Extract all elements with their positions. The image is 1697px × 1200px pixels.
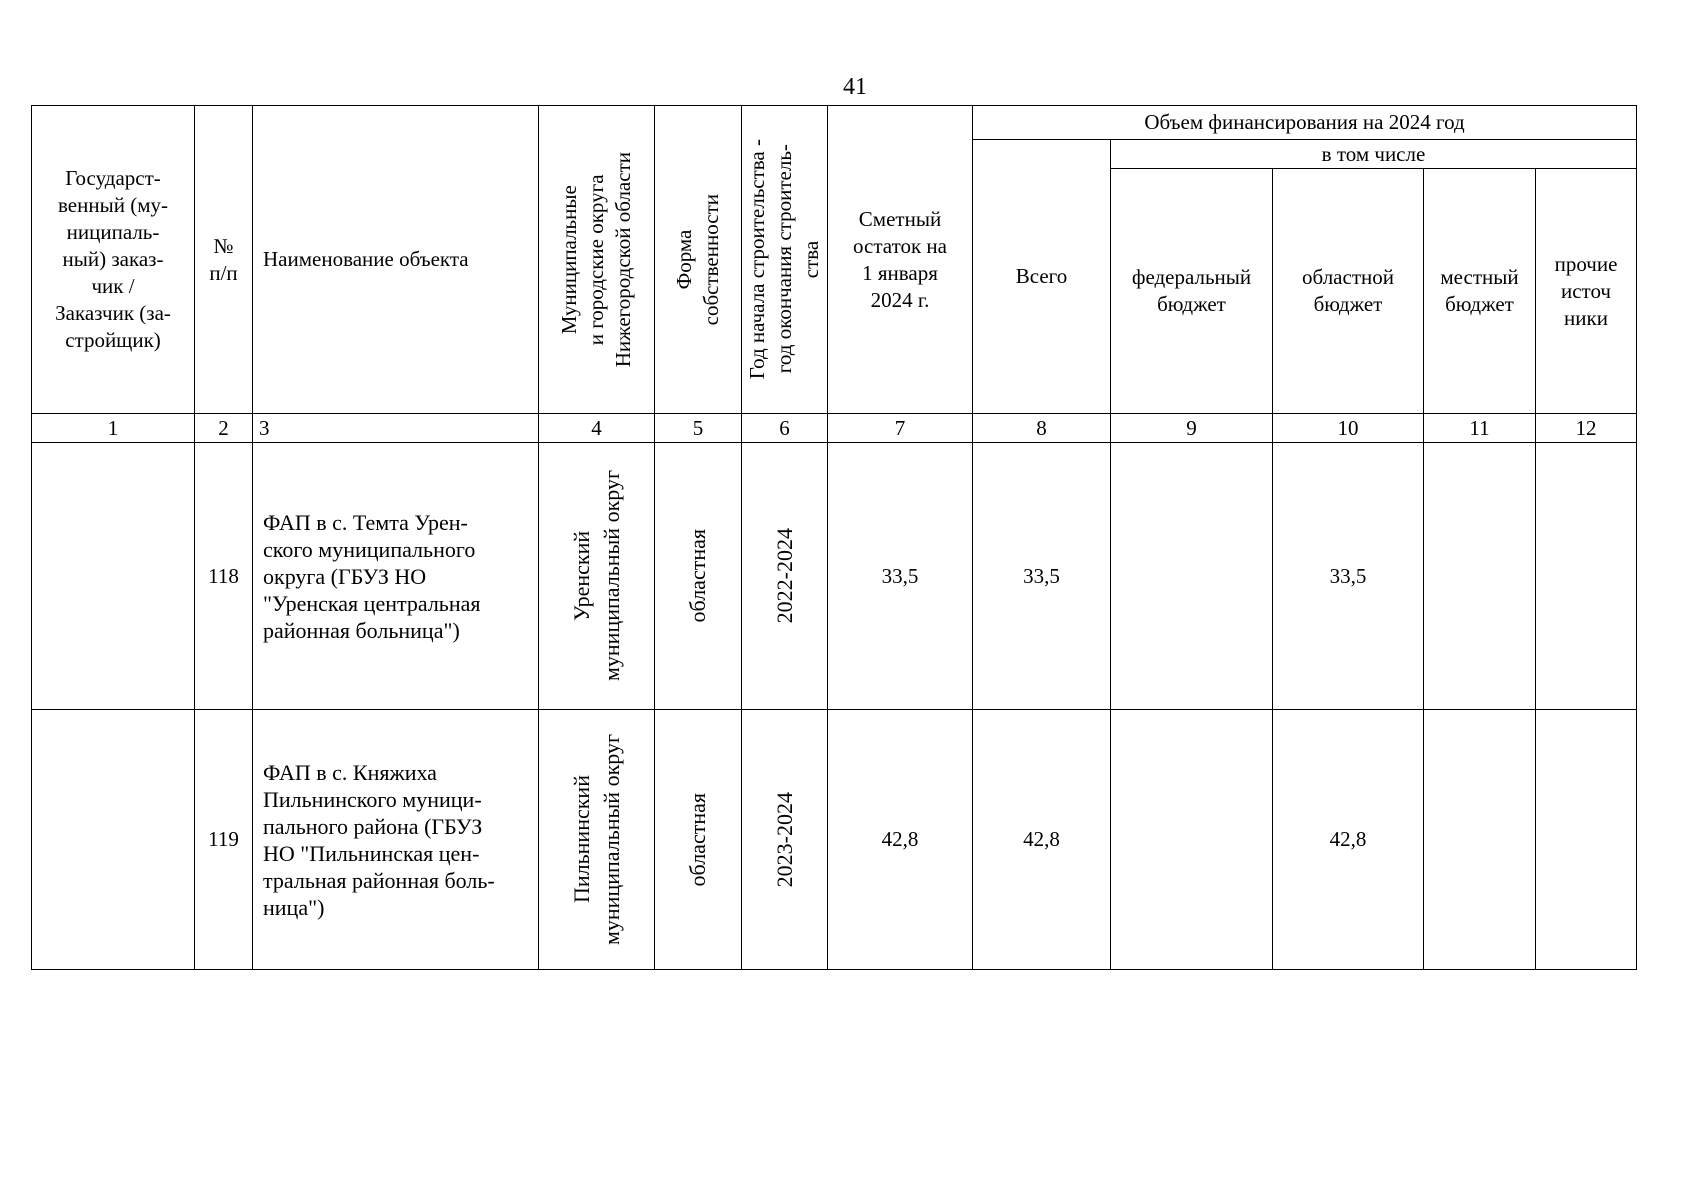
row-object-name-text: ФАП в с. Темта Урен- ского муниципального округа (ГБУЗ НО "Уренская центральная районная больница"): [263, 509, 481, 643]
row-federal: [1111, 443, 1273, 710]
row-ownership-text: областная: [685, 529, 710, 623]
header-customer: Государст- венный (му- ниципаль- ный) заказ- чик / Заказчик (за- стройщик): [32, 106, 195, 414]
row-municipal: [539, 710, 655, 970]
row-number: 118: [195, 443, 253, 710]
row-regional: 42,8: [1273, 710, 1424, 970]
row-customer: [32, 710, 195, 970]
table-row: [32, 710, 1637, 970]
header-ownership-text: Форма собственности: [672, 193, 723, 326]
header-municipal: [539, 106, 655, 414]
column-number: 6: [742, 414, 828, 443]
header-including: в том числе: [1111, 140, 1637, 169]
column-number: 3: [253, 414, 539, 443]
header-years: [742, 106, 828, 414]
header-municipal-text: Муниципальные и городские округа Нижегородской области: [557, 151, 635, 368]
row-years-text: 2022-2024: [771, 528, 797, 624]
row-federal: [1111, 710, 1273, 970]
column-numbers-row: [32, 414, 1637, 443]
header-local: местный бюджет: [1424, 169, 1536, 414]
column-number: 5: [655, 414, 742, 443]
row-object-name-text: ФАП в с. Княжиха Пильнинского муници- пального района (ГБУЗ НО "Пильнинская цен- тральная районная боль- ница"): [263, 759, 495, 920]
row-estimate: 33,5: [828, 443, 973, 710]
row-years: [742, 710, 828, 970]
row-years-text: 2023-2024: [771, 791, 797, 888]
row-estimate: 42,8: [828, 710, 973, 970]
row-years: [742, 443, 828, 710]
row-total: 33,5: [973, 443, 1111, 710]
header-estimate: Сметный остаток на 1 января 2024 г.: [828, 106, 973, 414]
page-number: 41: [843, 74, 867, 100]
row-local: [1424, 710, 1536, 970]
column-number: 10: [1273, 414, 1424, 443]
header-number: № п/п: [195, 106, 253, 414]
row-other: [1536, 710, 1637, 970]
header-other: прочие источ ники: [1536, 169, 1637, 414]
column-number: 9: [1111, 414, 1273, 443]
table-row: [32, 443, 1637, 710]
row-municipal-text: Пильнинский муниципальный округ: [568, 733, 624, 945]
row-ownership: [655, 443, 742, 710]
row-number: 119: [195, 710, 253, 970]
row-regional: 33,5: [1273, 443, 1424, 710]
row-municipal-text: Уренский муниципальный округ: [568, 470, 624, 682]
column-number: 1: [32, 414, 195, 443]
column-number: 8: [973, 414, 1111, 443]
row-ownership-text: областная: [685, 792, 710, 887]
column-number: 12: [1536, 414, 1637, 443]
row-customer: [32, 443, 195, 710]
row-local: [1424, 443, 1536, 710]
row-object-name: [253, 710, 539, 970]
row-other: [1536, 443, 1637, 710]
row-object-name: [253, 443, 539, 710]
header-total: Всего: [973, 140, 1111, 414]
row-total: 42,8: [973, 710, 1111, 970]
header-ownership: [655, 106, 742, 414]
header-financing: Объем финансирования на 2024 год: [973, 106, 1637, 140]
header-object-name: Наименование объекта: [253, 106, 539, 414]
header-regional: областной бюджет: [1273, 169, 1424, 414]
column-number: 7: [828, 414, 973, 443]
row-ownership: [655, 710, 742, 970]
header-years-text: Год начала строительства - год окончания строитель- ства: [745, 139, 823, 380]
column-number: 11: [1424, 414, 1536, 443]
investment-table: [31, 105, 1637, 970]
header-federal: федеральный бюджет: [1111, 169, 1273, 414]
column-number: 2: [195, 414, 253, 443]
column-number: 4: [539, 414, 655, 443]
row-municipal: [539, 443, 655, 710]
